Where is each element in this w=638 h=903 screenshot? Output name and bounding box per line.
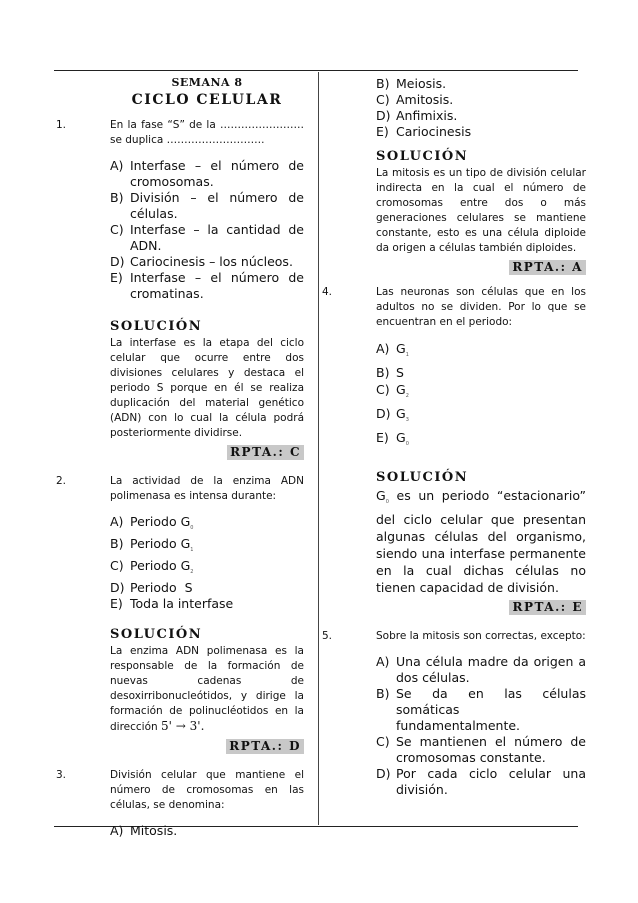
option-d[interactable]: D) Periodo S: [110, 580, 193, 595]
solution-title: SOLUCIÓN: [110, 627, 203, 642]
option-c[interactable]: C) Periodo $G_2$: [110, 558, 194, 575]
question-number: 3.: [56, 769, 67, 781]
option-b[interactable]: B) S: [376, 365, 404, 380]
options-list: [110, 514, 304, 612]
question-5: [322, 629, 586, 644]
left-column: [56, 76, 304, 839]
option-a[interactable]: A) Una célula madre da origen a dos células.: [376, 654, 586, 685]
question-text: En la fase “S” de la …………………… se duplica ……………………….: [110, 119, 304, 146]
topic-heading: CICLO CELULAR: [131, 92, 283, 108]
option-b[interactable]: B) Meiosis.: [376, 76, 447, 91]
option-a[interactable]: A) Interfase – el número de cromosomas.: [110, 158, 304, 189]
question-2: [56, 474, 304, 504]
question-1: [56, 118, 304, 148]
solution-title: SOLUCIÓN: [376, 149, 469, 164]
question-text: División celular que mantiene el número de cromosomas en las células, se denomina:: [110, 769, 304, 811]
option-a[interactable]: A) Mitosis.: [110, 823, 178, 838]
option-d[interactable]: D) Anfimixis.: [376, 108, 458, 123]
option-c[interactable]: C) Amitosis.: [376, 92, 454, 107]
question-number: 1.: [56, 119, 67, 131]
option-b[interactable]: B) Periodo $G_1$: [110, 536, 194, 553]
option-d[interactable]: D) Cariocinesis – los núcleos.: [110, 254, 293, 269]
week-heading: SEMANA 8: [171, 76, 243, 89]
question-4: [322, 285, 586, 330]
answer-badge: RPTA.: A: [509, 260, 586, 275]
question-3: [56, 768, 304, 813]
options-list: [110, 158, 304, 302]
option-e[interactable]: E) Interfase – el número de cromatinas.: [110, 270, 304, 301]
solution-text: La enzima ADN polimenasa es la responsable de la formación de nuevas cadenas de desoxirribonucleótidos, y dirige la formación de polinucléotidos en la dirección 5' → 3'.: [110, 645, 304, 733]
option-a[interactable]: A) Periodo $G_0$: [110, 514, 194, 531]
solution-text: $G_0$ es un periodo “estacionario” del ciclo celular que presentan algunas células del organismo, siendo una interfase permanente en la cual dichas células no tienen capacidad de división.: [376, 488, 586, 595]
solution-text: La mitosis es un tipo de división celular indirecta en la cual el número de cromosomas entre dos o más generaciones celulares se mantiene constante, esto es una célula diploide da origen a células también diploides.: [376, 167, 586, 254]
top-rule: [54, 70, 578, 71]
option-c[interactable]: C) Interfase – la cantidad de ADN.: [110, 222, 304, 253]
question-text: La actividad de la enzima ADN polimenasa es intensa durante:: [110, 475, 304, 502]
direction-formula: 5' → 3'.: [161, 719, 205, 733]
option-c[interactable]: C) Se mantienen el número de cromosomas constante.: [376, 734, 586, 765]
question-text: Sobre la mitosis son correctas, excepto:: [376, 630, 586, 642]
option-b[interactable]: B) División – el número de células.: [110, 190, 304, 221]
right-column: [322, 76, 586, 798]
option-d[interactable]: D) Por cada ciclo celular una división.: [376, 766, 586, 797]
options-list: [110, 823, 304, 839]
answer-badge: RPTA.: D: [226, 739, 304, 754]
question-number: 2.: [56, 475, 67, 487]
solution-title: SOLUCIÓN: [110, 319, 203, 334]
question-text: Las neuronas son células que en los adultos no se dividen. Por lo que se encuentran en el periodo:: [376, 286, 586, 328]
column-divider: [318, 72, 319, 825]
options-list: [376, 340, 586, 453]
options-list: [376, 76, 586, 140]
option-e[interactable]: E) $G_0$: [376, 430, 409, 447]
option-e[interactable]: E) Toda la interfase: [110, 596, 234, 611]
option-d[interactable]: D) $G_3$: [376, 406, 409, 423]
option-c[interactable]: C) $G_2$: [376, 382, 409, 399]
option-b[interactable]: B) Se da en las células somáticas fundamentalmente.: [376, 686, 586, 733]
question-number: 5.: [322, 630, 333, 642]
solution-text: La interfase es la etapa del ciclo celular que ocurre entre dos divisiones celulares y destaca el periodo S porque en él se realiza duplicación del material genético (ADN) con lo cual la célula podrá posteriormente dividirse.: [110, 337, 304, 439]
answer-badge: RPTA.: C: [227, 445, 304, 460]
solution-title: SOLUCIÓN: [376, 470, 469, 485]
answer-badge: RPTA.: E: [509, 600, 586, 615]
options-list: [376, 654, 586, 798]
option-a[interactable]: A) $G_1$: [376, 341, 409, 358]
question-number: 4.: [322, 286, 333, 298]
option-e[interactable]: E) Cariocinesis: [376, 124, 472, 139]
